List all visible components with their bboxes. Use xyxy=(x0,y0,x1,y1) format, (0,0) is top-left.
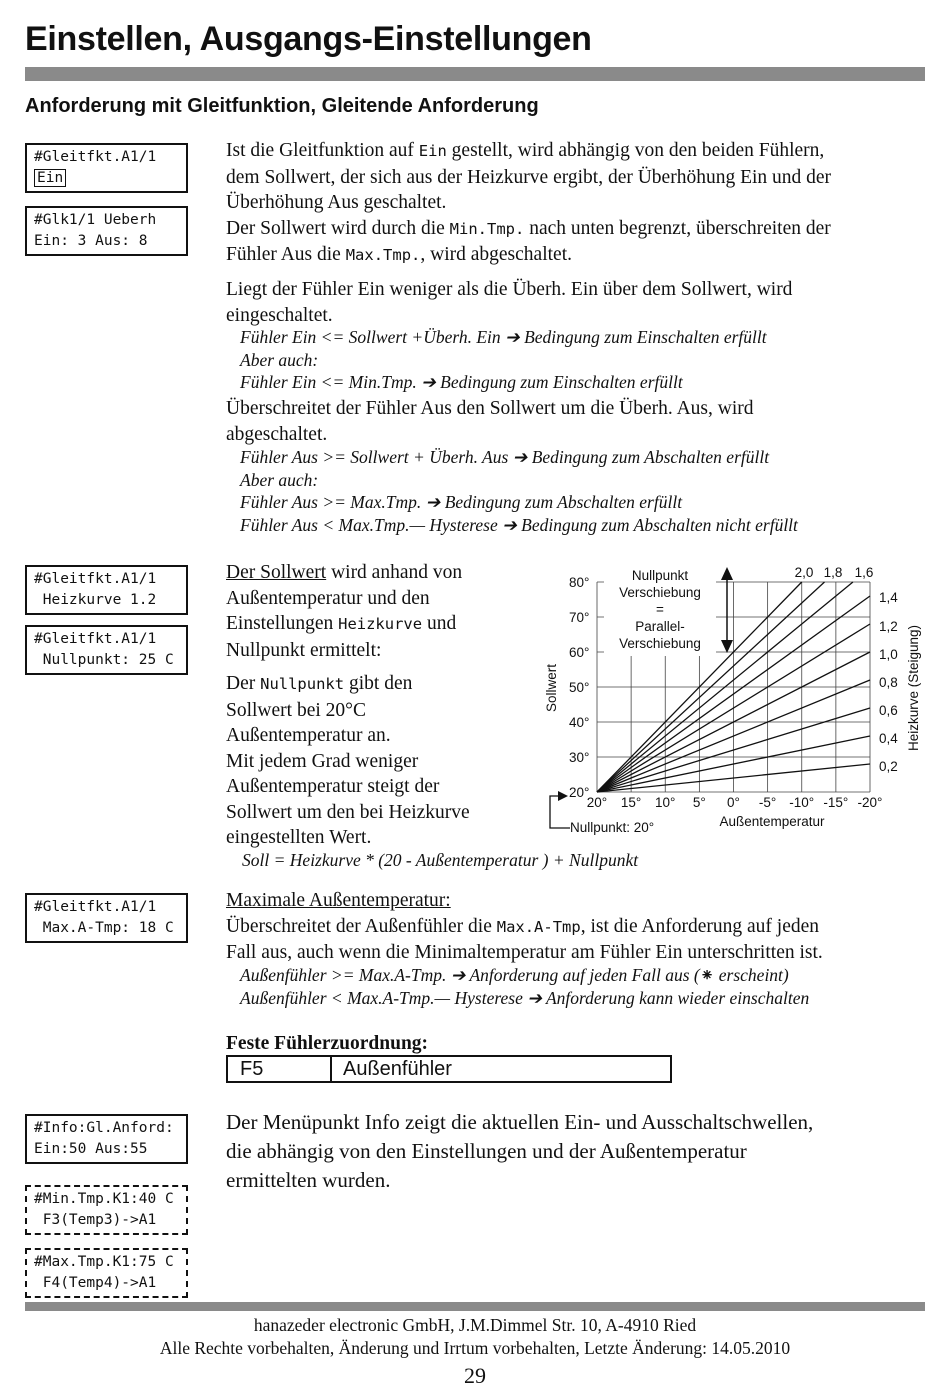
lcd-display-info xyxy=(25,1114,188,1164)
text: Ist die Gleitfunktion auf xyxy=(226,140,419,161)
text: Fühler Aus >= Sollwert + Überh. Aus xyxy=(240,447,513,467)
annotation-text: Parallel- xyxy=(635,619,685,634)
lcd-line: Ein:50 Aus:55 xyxy=(34,1141,148,1157)
y-tick-label: 80° xyxy=(569,575,590,590)
paragraph-sollwert xyxy=(226,560,526,663)
formula: Soll = Heizkurve * (20 - Außentemperatur ) + Nullpunkt xyxy=(242,850,639,870)
text: gibt den xyxy=(344,673,413,694)
lcd-line: #Info:Gl.Anford: xyxy=(34,1120,174,1136)
arrow-right-icon: ➔ xyxy=(527,987,542,1008)
text: und xyxy=(422,613,457,634)
y-axis-label: Sollwert xyxy=(544,663,559,713)
text: Fühler Aus < Max.Tmp.— Hysterese xyxy=(240,514,503,535)
text: Der Sollwert wird durch die xyxy=(226,217,450,239)
x-tick-label: -10° xyxy=(789,795,815,810)
sensor-label-cell: Außenfühler xyxy=(343,1058,452,1080)
lcd-line: Heizkurve 1.2 xyxy=(34,592,157,608)
footer-company: hanazeder electronic GmbH, J.M.Dimmel Str. 10, A-4910 Ried xyxy=(253,1315,697,1335)
y-tick-label: 70° xyxy=(569,610,590,625)
example-max-aussentemperatur xyxy=(240,964,940,1009)
text: eingestellten Wert. xyxy=(226,827,372,848)
series-label: 1,6 xyxy=(854,565,874,580)
page-number: 29 xyxy=(464,1363,486,1388)
code-text: Ein xyxy=(418,142,447,160)
arrow-right-icon: ➔ xyxy=(502,514,517,535)
text: Überschreitet der Außenfühler die xyxy=(226,915,497,937)
arrow-right-icon: ➔ xyxy=(450,965,466,985)
text: gestellt, wird abhängig von den beiden Fühlern, xyxy=(446,140,825,161)
series-label: 2,0 xyxy=(794,565,814,580)
lcd-line: Ein: 3 Aus: 8 xyxy=(34,233,148,249)
lcd-display-nullpunkt xyxy=(25,625,188,675)
lcd-line: F3(Temp3)->A1 xyxy=(34,1212,157,1228)
arrow-right-icon: ➔ xyxy=(505,327,520,347)
lcd-display-heizkurve xyxy=(25,565,188,615)
text: Außentemperatur und den xyxy=(226,587,430,609)
asterisk-symbol-icon: ⁕ xyxy=(699,965,715,985)
paragraph-einschalten xyxy=(226,277,926,328)
text: Bedingung zum Einschalten erfüllt xyxy=(519,327,767,347)
text: Einstellungen xyxy=(226,613,339,634)
cell-divider xyxy=(330,1057,332,1081)
assignment-heading: Feste Fühlerzuordnung: xyxy=(226,1033,429,1054)
lcd-display-max-a-tmp xyxy=(25,893,188,943)
text: Fühler Aus die xyxy=(226,244,346,265)
code-text: Heizkurve xyxy=(338,615,423,633)
text: Außenfühler >= Max.A-Tmp. xyxy=(240,965,451,985)
lcd-display-ueberhoehung xyxy=(25,206,188,256)
x-tick-label: -20° xyxy=(857,795,883,810)
text: Bedingung zum Abschalten erfüllt xyxy=(440,492,683,512)
lcd-line: #Gleitfkt.A1/1 xyxy=(34,899,157,915)
series-label: 0,6 xyxy=(879,703,898,718)
series-label: 1,0 xyxy=(879,647,898,662)
text: Liegt der Fühler Ein weniger als die Überh. Ein über dem Sollwert, wird xyxy=(226,279,793,300)
code-text: Nullpunkt xyxy=(260,675,345,693)
footer-divider xyxy=(25,1302,925,1311)
text: Nullpunkt ermittelt: xyxy=(226,639,382,661)
series-axis-label: Heizkurve (Steigung) xyxy=(906,624,921,752)
page-title: Einstellen, Ausgangs-Einstellungen xyxy=(25,20,592,58)
x-tick-label: 20° xyxy=(586,795,608,810)
example-abschalten xyxy=(240,446,940,536)
lcd-line: #Max.Tmp.K1:75 C xyxy=(34,1254,174,1270)
nullpoint-pointer xyxy=(550,796,570,828)
annotation-text: Nullpunkt xyxy=(631,568,689,583)
text: Der Menüpunkt Info zeigt die aktuellen Ein- und Ausschaltschwellen, xyxy=(226,1110,814,1134)
text: eingeschaltet. xyxy=(226,304,333,326)
lcd-line: Nullpunkt: 25 C xyxy=(34,652,174,668)
text: Mit jedem Grad weniger xyxy=(226,750,419,772)
paragraph-nullpunkt xyxy=(226,671,526,851)
y-tick-label: 30° xyxy=(569,750,590,765)
lcd-selected-value: Ein xyxy=(34,169,66,187)
text: Der xyxy=(226,673,261,694)
text: abgeschaltet. xyxy=(226,423,328,445)
paragraph-abschalten xyxy=(226,396,926,447)
text: Sollwert bei 20°C xyxy=(226,699,366,721)
code-text: Max.A-Tmp xyxy=(496,917,581,936)
paragraph-max-aussentemperatur xyxy=(226,888,926,966)
lcd-line xyxy=(34,168,186,189)
assignment-table xyxy=(226,1055,672,1083)
arrow-right-icon: ➔ xyxy=(421,372,436,392)
x-axis-label: Außentemperatur xyxy=(719,814,825,829)
text: Überschreitet der Fühler Aus den Sollwert um die Überh. Aus, wird xyxy=(226,398,754,419)
arrow-down-icon xyxy=(721,640,733,653)
text: Fühler Ein <= Sollwert +Überh. Ein xyxy=(240,327,506,347)
x-tick-label: 5° xyxy=(692,795,706,810)
text: , wird abgeschaltet. xyxy=(420,244,572,265)
lcd-display-max-tmp xyxy=(25,1248,188,1298)
x-tick-label: -5° xyxy=(758,795,777,810)
y-tick-label: 50° xyxy=(569,680,590,695)
nullpoint-label: Nullpunkt: 20° xyxy=(570,820,655,835)
lcd-line: #Gleitfkt.A1/1 xyxy=(34,571,157,587)
sensor-cell: F5 xyxy=(240,1058,264,1080)
text: Fühler Aus >= Max.Tmp. xyxy=(240,492,426,512)
text: die abhängig von den Einstellungen und der Außentemperatur xyxy=(226,1139,747,1163)
example-einschalten xyxy=(240,326,940,394)
text: Überhöhung Aus geschaltet. xyxy=(226,192,447,213)
text: Der Sollwert xyxy=(226,562,327,583)
section-heading: Anforderung mit Gleitfunktion, Gleitende Anforderung xyxy=(25,95,539,117)
text: wird anhand von xyxy=(326,562,463,583)
y-tick-label: 60° xyxy=(569,645,590,660)
annotation-text: Verschiebung xyxy=(619,585,701,600)
text: Fühler Ein <= Min.Tmp. xyxy=(240,372,422,392)
x-tick-label: 0° xyxy=(727,795,740,810)
lcd-line: #Gleitfkt.A1/1 xyxy=(34,631,157,647)
lcd-line: F4(Temp4)->A1 xyxy=(34,1275,157,1291)
y-tick-label: 20° xyxy=(569,785,590,800)
subheading: Maximale Außentemperatur: xyxy=(226,890,451,911)
text: Bedingung zum Abschalten erfüllt xyxy=(527,447,770,467)
series-label: 1,8 xyxy=(823,565,843,580)
lcd-line: Max.A-Tmp: 18 C xyxy=(34,920,174,936)
text: erscheint) xyxy=(714,965,789,985)
arrow-right-icon: ➔ xyxy=(425,492,441,512)
x-tick-label: 10° xyxy=(655,795,676,810)
heizkurve-chart xyxy=(540,560,940,850)
annotation-text: = xyxy=(656,602,664,617)
text: nach unten begrenzt, überschreiten der xyxy=(524,217,831,239)
annotation-text: Verschiebung xyxy=(619,636,701,651)
x-tick-label: -15° xyxy=(823,795,849,810)
text: Fall aus, auch wenn die Minimaltemperatur am Fühler Ein unterschritten ist. xyxy=(226,942,823,963)
text: Bedingung zum Einschalten erfüllt xyxy=(435,372,683,392)
text: Bedingung zum Abschalten nicht erfüllt xyxy=(516,514,798,535)
text: Anforderung kann wieder einschalten xyxy=(541,987,810,1008)
text: ermittelten wurden. xyxy=(226,1168,391,1192)
paragraph-info xyxy=(226,1108,926,1195)
text: dem Sollwert, der sich aus der Heizkurve ergibt, der Überhöhung Ein und der xyxy=(226,166,832,188)
lcd-line: #Gleitfkt.A1/1 xyxy=(34,149,157,165)
code-text: Min.Tmp. xyxy=(449,219,525,238)
arrow-up-icon xyxy=(721,567,733,580)
series-label: 1,2 xyxy=(879,619,898,634)
text: Anforderung auf jeden Fall aus ( xyxy=(465,965,700,985)
text: Außentemperatur steigt der xyxy=(226,776,440,797)
lcd-display-min-tmp xyxy=(25,1185,188,1235)
text: Außentemperatur an. xyxy=(226,725,391,746)
footer-rights: Alle Rechte vorbehalten, Änderung und Irrtum vorbehalten, Letzte Änderung: 14.05.2010 xyxy=(159,1338,791,1358)
lcd-display-gleitfunktion xyxy=(25,143,188,193)
arrow-right-icon: ➔ xyxy=(512,447,528,467)
text: Aber auch: xyxy=(240,469,319,490)
text: , ist die Anforderung auf jeden xyxy=(580,915,819,937)
series-label: 0,2 xyxy=(879,759,898,774)
x-tick-label: 15° xyxy=(620,795,642,810)
lcd-line: #Min.Tmp.K1:40 C xyxy=(34,1191,174,1207)
y-tick-label: 40° xyxy=(569,715,590,730)
arrow-right-icon xyxy=(558,791,568,801)
text: Aber auch: xyxy=(240,349,319,370)
lcd-line: #Glk1/1 Ueberh xyxy=(34,212,157,228)
series-label: 0,8 xyxy=(879,675,898,690)
series-label: 1,4 xyxy=(879,590,898,605)
text: Sollwert um den bei Heizkurve xyxy=(226,801,470,823)
header-divider xyxy=(25,67,925,81)
text: Außenfühler < Max.A-Tmp.— Hysterese xyxy=(240,987,528,1008)
series-label: 0,4 xyxy=(879,731,898,746)
paragraph-gleitfunktion xyxy=(226,138,926,269)
code-text: Max.Tmp. xyxy=(345,246,421,264)
